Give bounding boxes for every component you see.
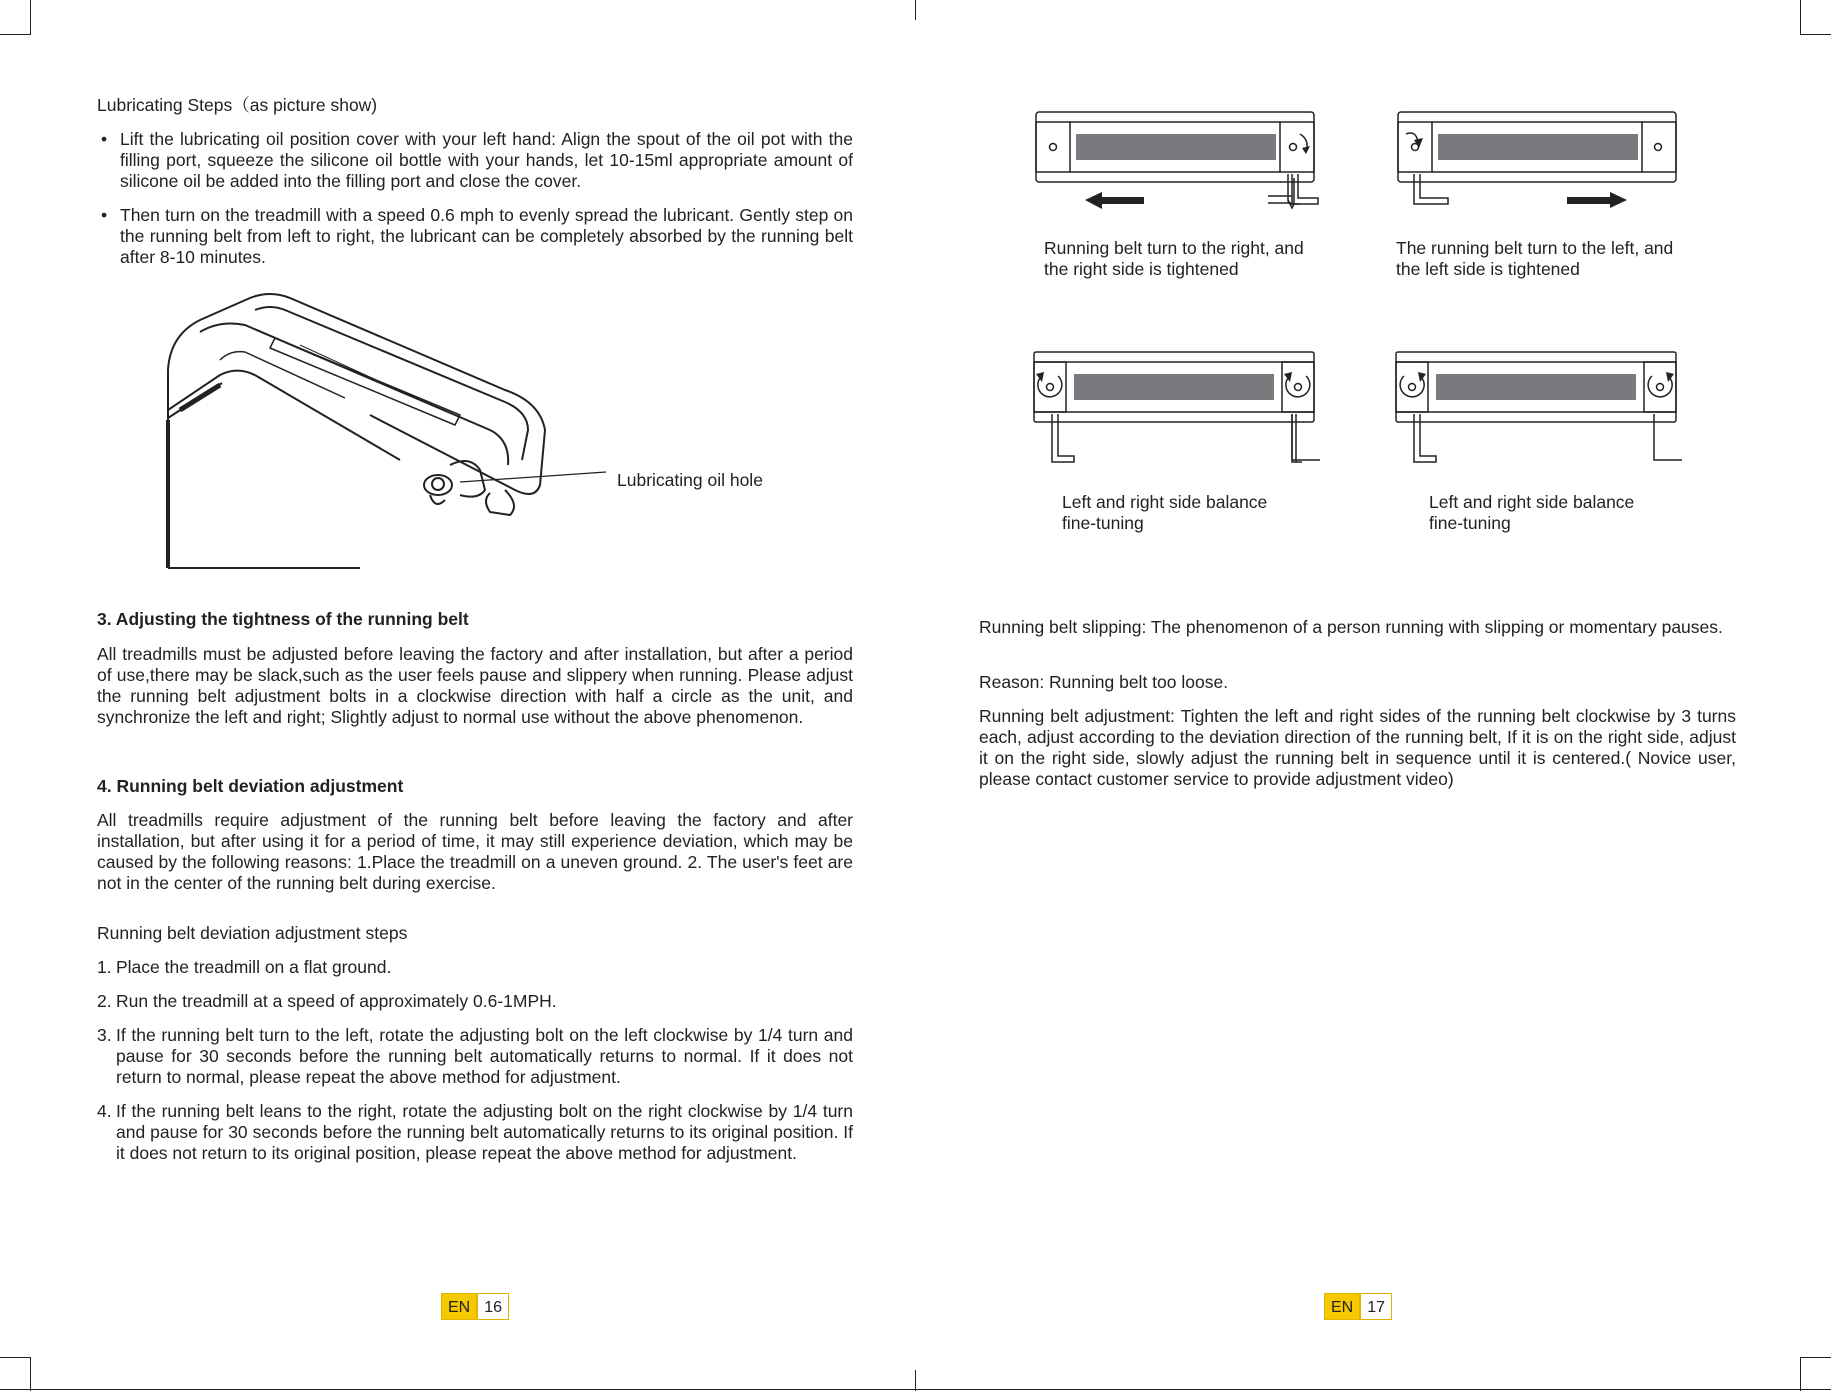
list-item: [101, 129, 853, 192]
treadmill-lubrication-illustration: [160, 290, 630, 570]
step-text: Place the treadmill on a flat ground.: [116, 957, 392, 977]
list-item: [97, 1025, 853, 1088]
page-language: EN: [441, 1293, 477, 1320]
step-number: 1.: [97, 957, 112, 977]
belt-adjustment-paragraph: Running belt adjustment: Tighten the left and right sides of the running belt clockwise by 3 turns each, adjust according to the deviation direction of the running belt, If it is on the right side, adjust it on the right side, slowly adjust the running belt in sequence until it is centered.( Novice user, please contact customer service to provide adjustment video): [979, 706, 1736, 789]
bullet-glyph: •: [101, 129, 108, 149]
section-3-title: 3. Adjusting the tightness of the running belt: [97, 609, 469, 629]
crop-mark: [1800, 34, 1831, 35]
list-item: [97, 1101, 853, 1164]
list-item: [101, 205, 853, 268]
bullet-glyph: •: [101, 205, 108, 225]
step-text: If the running belt leans to the right, rotate the adjusting bolt on the right clockwise by 1/4 turn and pause for 30 seconds before the running belt automatically returns to its original position. If it does not return to its original position, please repeat the above method for adjustment.: [116, 1101, 853, 1163]
crop-mark: [915, 0, 916, 20]
diagram-caption: Left and right side balance fine-tuning: [1062, 492, 1268, 533]
page-language: EN: [1324, 1293, 1360, 1320]
diagram-caption: Running belt turn to the right, and the right side is tightened: [1044, 238, 1304, 279]
crop-mark: [1800, 1357, 1831, 1358]
belt-diagram-balance-a: [1030, 348, 1320, 466]
section-4-title: 4. Running belt deviation adjustment: [97, 776, 404, 796]
page-number: 17: [1360, 1293, 1392, 1320]
list-item-text: Lift the lubricating oil position cover with your left hand: Align the spout of the oil pot with the filling port, squeeze the silicone oil bottle with your hands, let 10-15ml appropriate amount of silicone oil be added into the filling port and close the cover.: [120, 129, 853, 191]
crop-mark: [0, 1357, 31, 1358]
page-number-badge: [441, 1293, 509, 1320]
step-number: 4.: [97, 1101, 112, 1121]
page-bottom-edge: [0, 1389, 1831, 1390]
crop-mark: [915, 1370, 916, 1391]
page-number: 16: [477, 1293, 509, 1320]
lubricating-bullets: [101, 129, 853, 268]
section-4-body: All treadmills require adjustment of the running belt before leaving the factory and after installation, but after using it for a period of time, it may still experience deviation, which may be caused by the following reasons: 1.Place the treadmill on a uneven ground. 2. The user's feet are not in the center of the running belt during exercise.: [97, 810, 853, 893]
crop-mark: [30, 1357, 31, 1391]
steps-title: Running belt deviation adjustment steps: [97, 923, 408, 943]
list-item: [97, 957, 853, 978]
belt-diagram-left-tightened: [1392, 108, 1682, 212]
list-item: [97, 991, 853, 1012]
callout-lubricating-oil-hole: Lubricating oil hole: [617, 470, 763, 490]
diagram-caption: Left and right side balance fine-tuning: [1429, 492, 1635, 533]
step-number: 2.: [97, 991, 112, 1011]
adjustment-steps-list: [97, 957, 853, 1164]
lubricating-steps-title: Lubricating Steps（as picture show): [97, 95, 378, 115]
belt-slipping-paragraph: Running belt slipping: The phenomenon of a person running with slipping or momentary pauses.: [979, 617, 1723, 637]
belt-diagram-right-tightened: [1030, 108, 1320, 212]
step-number: 3.: [97, 1025, 112, 1045]
step-text: Run the treadmill at a speed of approximately 0.6-1MPH.: [116, 991, 557, 1011]
section-3-body: All treadmills must be adjusted before leaving the factory and after installation, but after a period of use,there may be slack,such as the user feels pause and slippery when running. Please adjust the running belt adjustment bolts in a clockwise direction with half a circle as the unit, and synchronize the left and right; Slightly adjust to normal use without the above phenomenon.: [97, 644, 853, 727]
crop-mark: [30, 0, 31, 34]
diagram-caption: The running belt turn to the left, and the left side is tightened: [1396, 238, 1674, 279]
step-text: If the running belt turn to the left, rotate the adjusting bolt on the left clockwise by 1/4 turn and pause for 30 seconds before the running belt automatically returns to normal. If it does not return to normal, please repeat the above method for adjustment.: [116, 1025, 853, 1087]
page-number-badge: [1324, 1293, 1392, 1320]
crop-mark: [1800, 1357, 1801, 1391]
crop-mark: [0, 34, 31, 35]
list-item-text: Then turn on the treadmill with a speed 0.6 mph to evenly spread the lubricant. Gently step on the running belt from left to right, the lubricant can be completely absorbed by the running belt after 8-10 minutes.: [120, 205, 853, 267]
crop-mark: [1800, 0, 1801, 34]
reason-paragraph: Reason: Running belt too loose.: [979, 672, 1229, 692]
belt-diagram-balance-b: [1392, 348, 1682, 466]
